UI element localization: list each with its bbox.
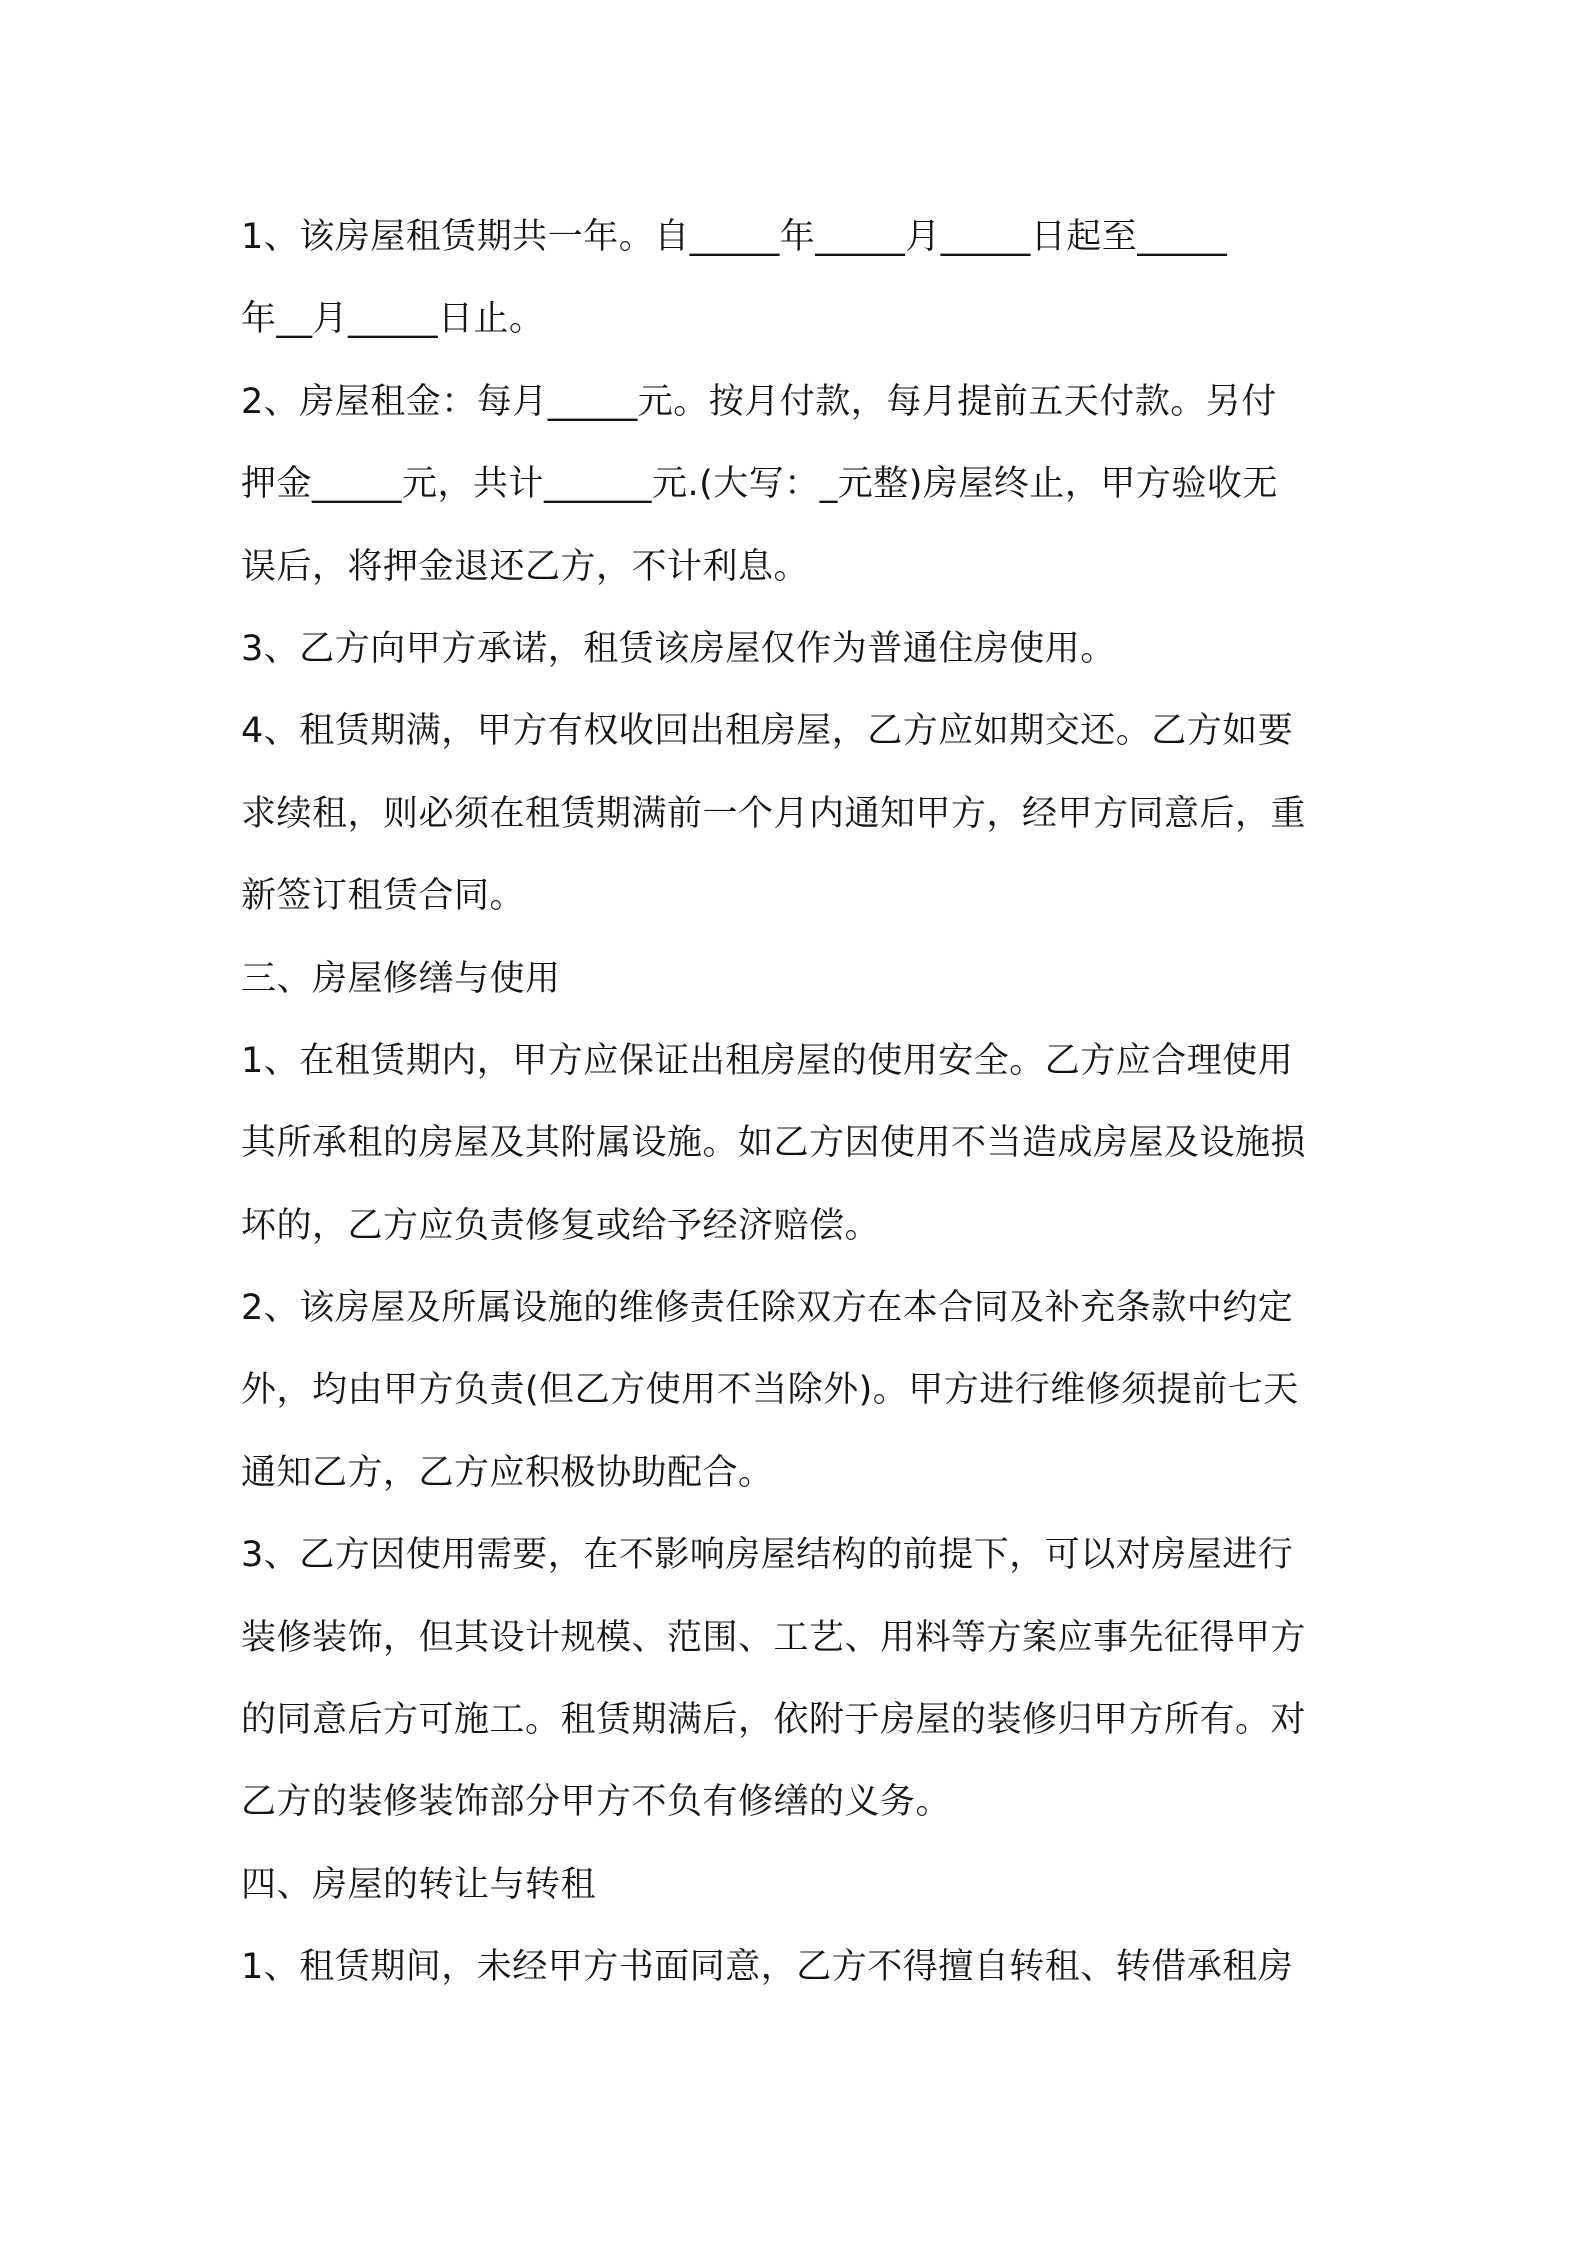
section-heading: 三、房屋修缮与使用 bbox=[241, 958, 561, 999]
text-line: 外，均由甲方负责(但乙方使用不当除外)。甲方进行维修须提前七天 bbox=[241, 1370, 1299, 1411]
text-line: 2、该房屋及所属设施的维修责任除双方在本合同及补充条款中约定 bbox=[241, 1288, 1294, 1329]
text-line: 押金_____元，共计______元.(大写：_元整)房屋终止，甲方验收无 bbox=[241, 464, 1278, 505]
text-line: 2、房屋租金：每月_____元。按月付款，每月提前五天付款。另付 bbox=[241, 381, 1277, 422]
text-line: 坏的，乙方应负责修复或给予经济赔偿。 bbox=[241, 1205, 881, 1246]
text-line: 1、租赁期间，未经甲方书面同意，乙方不得擅自转租、转借承租房 bbox=[241, 1947, 1294, 1988]
text-line: 1、该房屋租赁期共一年。自_____年_____月_____日起至_____ bbox=[241, 217, 1228, 257]
section-heading-repair bbox=[241, 938, 1356, 1020]
text-line: 年__月_____日止。 bbox=[241, 299, 545, 340]
clause-renovation bbox=[241, 1514, 1356, 1844]
text-line: 的同意后方可施工。租赁期满后，依附于房屋的装修归甲方所有。对 bbox=[241, 1700, 1307, 1741]
text-line: 3、乙方向甲方承诺，租赁该房屋仅作为普通住房使用。 bbox=[241, 628, 1116, 669]
text-line: 误后，将押金退还乙方，不计利息。 bbox=[241, 546, 810, 587]
clause-sublet bbox=[241, 1926, 1356, 2008]
clause-lease-term bbox=[241, 196, 1356, 361]
text-line: 乙方的装修装饰部分甲方不负有修缮的义务。 bbox=[241, 1782, 952, 1823]
section-heading: 四、房屋的转让与转租 bbox=[241, 1864, 597, 1905]
text-line: 求续租，则必须在租赁期满前一个月内通知甲方，经甲方同意后，重 bbox=[241, 793, 1307, 834]
text-line: 通知乙方，乙方应积极协助配合。 bbox=[241, 1452, 774, 1493]
clause-maintenance bbox=[241, 1267, 1356, 1514]
document-body bbox=[241, 196, 1356, 2009]
clause-safety bbox=[241, 1020, 1356, 1267]
clause-rent bbox=[241, 361, 1356, 608]
text-line: 3、乙方因使用需要，在不影响房屋结构的前提下，可以对房屋进行 bbox=[241, 1535, 1294, 1576]
text-line: 其所承租的房屋及其附属设施。如乙方因使用不当造成房屋及设施损 bbox=[241, 1123, 1307, 1164]
text-line: 1、在租赁期内，甲方应保证出租房屋的使用安全。乙方应合理使用 bbox=[241, 1040, 1294, 1081]
clause-usage-promise bbox=[241, 608, 1356, 690]
text-line: 新签订租赁合同。 bbox=[241, 876, 526, 917]
text-line: 4、租赁期满，甲方有权收回出租房屋，乙方应如期交还。乙方如要 bbox=[241, 711, 1294, 752]
section-heading-transfer bbox=[241, 1844, 1356, 1926]
clause-lease-expiry bbox=[241, 690, 1356, 937]
text-line: 装修装饰，但其设计规模、范围、工艺、用料等方案应事先征得甲方 bbox=[241, 1617, 1307, 1658]
